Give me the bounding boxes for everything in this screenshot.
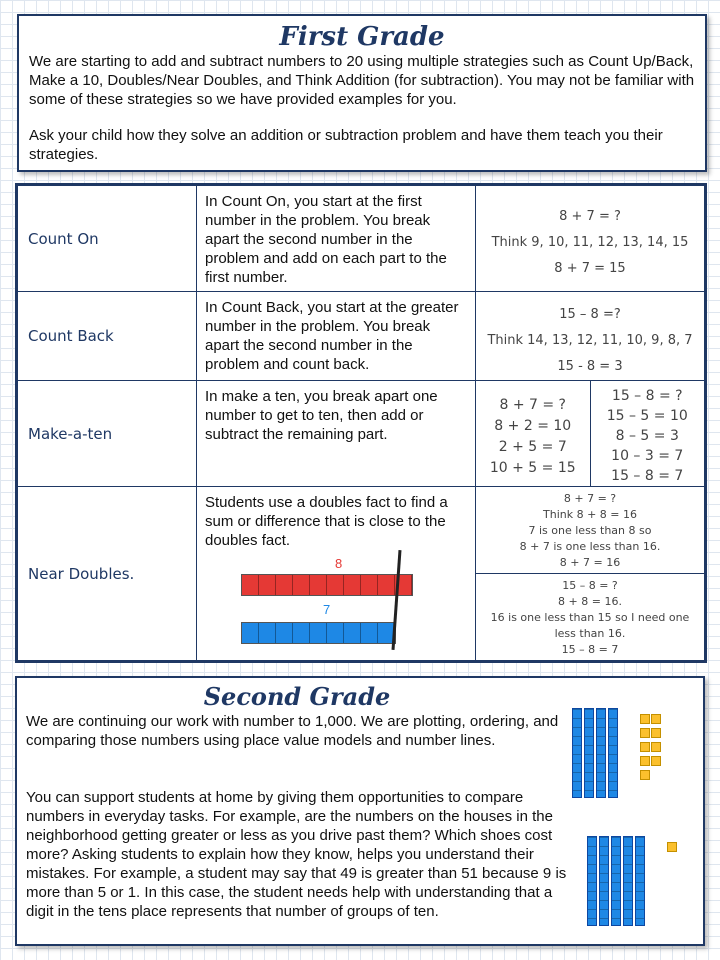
strategy-description: Students use a doubles fact to find a sum or difference that is close to the doubles fact. (205, 494, 448, 549)
example-line: 8 + 7 = 16 (559, 556, 621, 569)
second-grade-intro: We are continuing our work with number to 1,000. We are plotting, ordering, and comparing those numbers using place value models and number lines. (26, 713, 559, 749)
second-grade-box (15, 676, 705, 946)
example-line: 15 – 5 = 10 (606, 408, 688, 424)
example-line: 15 – 8 = 7 (561, 642, 619, 656)
table-row (18, 292, 705, 381)
red-cube (378, 575, 395, 595)
example-line: 8 + 7 = ? (499, 397, 566, 413)
example-line: Think 14, 13, 12, 11, 10, 9, 8, 7 (487, 333, 693, 348)
first-grade-intro: We are starting to add and subtract numbers to 20 using multiple strategies such as Count Up/Back, Make a 10, Doubles/Near Doubles, and Think Addition (for subtraction). You may not be familiar with some of these strategies so we have provided examples for you. (29, 53, 695, 108)
example-line: 15 – 8 = 7 (611, 468, 684, 484)
strategy-name: Near Doubles. (18, 487, 197, 661)
ones-cube (651, 756, 661, 766)
tens-rod (587, 836, 597, 926)
red-cube (327, 575, 344, 595)
red-cube (310, 575, 327, 595)
red-cube (361, 575, 378, 595)
ones-cube (640, 742, 650, 752)
table-row (18, 381, 705, 487)
second-grade-support: You can support students at home by giving them opportunities to compare numbers in everyday tasks. For example, are the numbers on the houses in the neighborhood getting greater or less as you drive past them? Which shoes cost more? Asking students to explain how they know, helps you understand their mistakes. For example, a student may say that 49 is greater than 51 because 9 is more than 5 or 1. In this case, the student needs help with understanding that a digit in the tens place represents that number of groups of ten. (26, 789, 567, 920)
ones-cube (667, 842, 677, 852)
red-cube (259, 575, 276, 595)
strategy-name: Make-a-ten (18, 381, 197, 487)
example-line: 15 – 8 = ? (562, 578, 618, 592)
red-cube (242, 575, 259, 595)
ones-cube (640, 756, 650, 766)
strategy-description-cell (197, 487, 476, 661)
example-line: 8 – 5 = 3 (615, 428, 679, 444)
example-line: 7 is one less than 8 so (528, 524, 652, 537)
blue-cube (361, 623, 378, 643)
strategy-name: Count Back (18, 292, 197, 381)
example-line: 8 + 7 is one less than 16. (519, 540, 661, 553)
first-grade-ask: Ask your child how they solve an addition or subtraction problem and have them teach you their strategies. (29, 127, 663, 163)
example-line: 2 + 5 = 7 (498, 439, 567, 455)
table-row (18, 487, 705, 661)
strategy-table (15, 183, 707, 663)
example-line: 8 + 2 = 10 (494, 418, 572, 434)
first-grade-title: First Grade (279, 22, 445, 52)
strategy-description: In Count On, you start at the first number in the problem. You break apart the second number in the problem and add on each part to the first number. (197, 186, 476, 292)
red-cube (344, 575, 361, 595)
example-line: Think 9, 10, 11, 12, 13, 14, 15 (491, 235, 689, 250)
blue-cube-bar (241, 622, 396, 644)
example-line: 15 - 8 = 3 (557, 359, 623, 374)
ones-cube (651, 714, 661, 724)
strategy-name: Count On (18, 186, 197, 292)
cube-model (205, 550, 467, 660)
example-line: 8 + 7 = ? (563, 492, 617, 505)
example-line: 15 – 8 =? (559, 307, 621, 322)
blue-cube (310, 623, 327, 643)
strategy-description: In Count Back, you start at the greater number in the problem. You break apart the second number in the problem and count back. (197, 292, 476, 381)
ones-cube (651, 728, 661, 738)
strategy-description: In make a ten, you break apart one number to get to ten, then add or subtract the remaining part. (197, 381, 476, 487)
blue-cube (259, 623, 276, 643)
red-bar-label: 8 (335, 556, 343, 571)
second-grade-title: Second Grade (203, 682, 391, 711)
example-line: 8 + 7 = 15 (554, 261, 626, 276)
place-value-model-bottom (587, 836, 697, 936)
example-line: 10 – 3 = 7 (611, 448, 684, 464)
ones-cube (640, 714, 650, 724)
strategy-example (476, 381, 705, 487)
tens-rod (584, 708, 594, 798)
blue-cube (344, 623, 361, 643)
tens-rod (611, 836, 621, 926)
tens-rod (572, 708, 582, 798)
tens-rod (635, 836, 645, 926)
blue-cube (293, 623, 310, 643)
tens-rod (623, 836, 633, 926)
ones-cube (640, 770, 650, 780)
ones-cube (640, 728, 650, 738)
first-grade-box (17, 14, 707, 172)
place-value-model-top (572, 708, 682, 808)
strategy-example (476, 487, 705, 661)
red-cube (293, 575, 310, 595)
blue-cube (276, 623, 293, 643)
red-cube-bar (241, 574, 413, 596)
table-row (18, 186, 705, 292)
blue-cube (242, 623, 259, 643)
example-line: 10 + 5 = 15 (489, 460, 576, 476)
tens-rod (599, 836, 609, 926)
example-line: 15 – 8 = ? (611, 388, 683, 404)
example-line: 8 + 7 = ? (559, 209, 621, 224)
comparison-line (392, 550, 402, 650)
example-line: Think 8 + 8 = 16 (543, 508, 637, 521)
ones-cube (651, 742, 661, 752)
blue-bar-label: 7 (323, 602, 331, 617)
example-line: 8 + 8 = 16. (558, 594, 622, 608)
tens-rod (596, 708, 606, 798)
example-line: 16 is one less than 15 so I need one less than 16. (490, 610, 690, 640)
strategy-example (476, 186, 705, 292)
blue-cube (327, 623, 344, 643)
red-cube (276, 575, 293, 595)
strategy-example (476, 292, 705, 381)
tens-rod (608, 708, 618, 798)
